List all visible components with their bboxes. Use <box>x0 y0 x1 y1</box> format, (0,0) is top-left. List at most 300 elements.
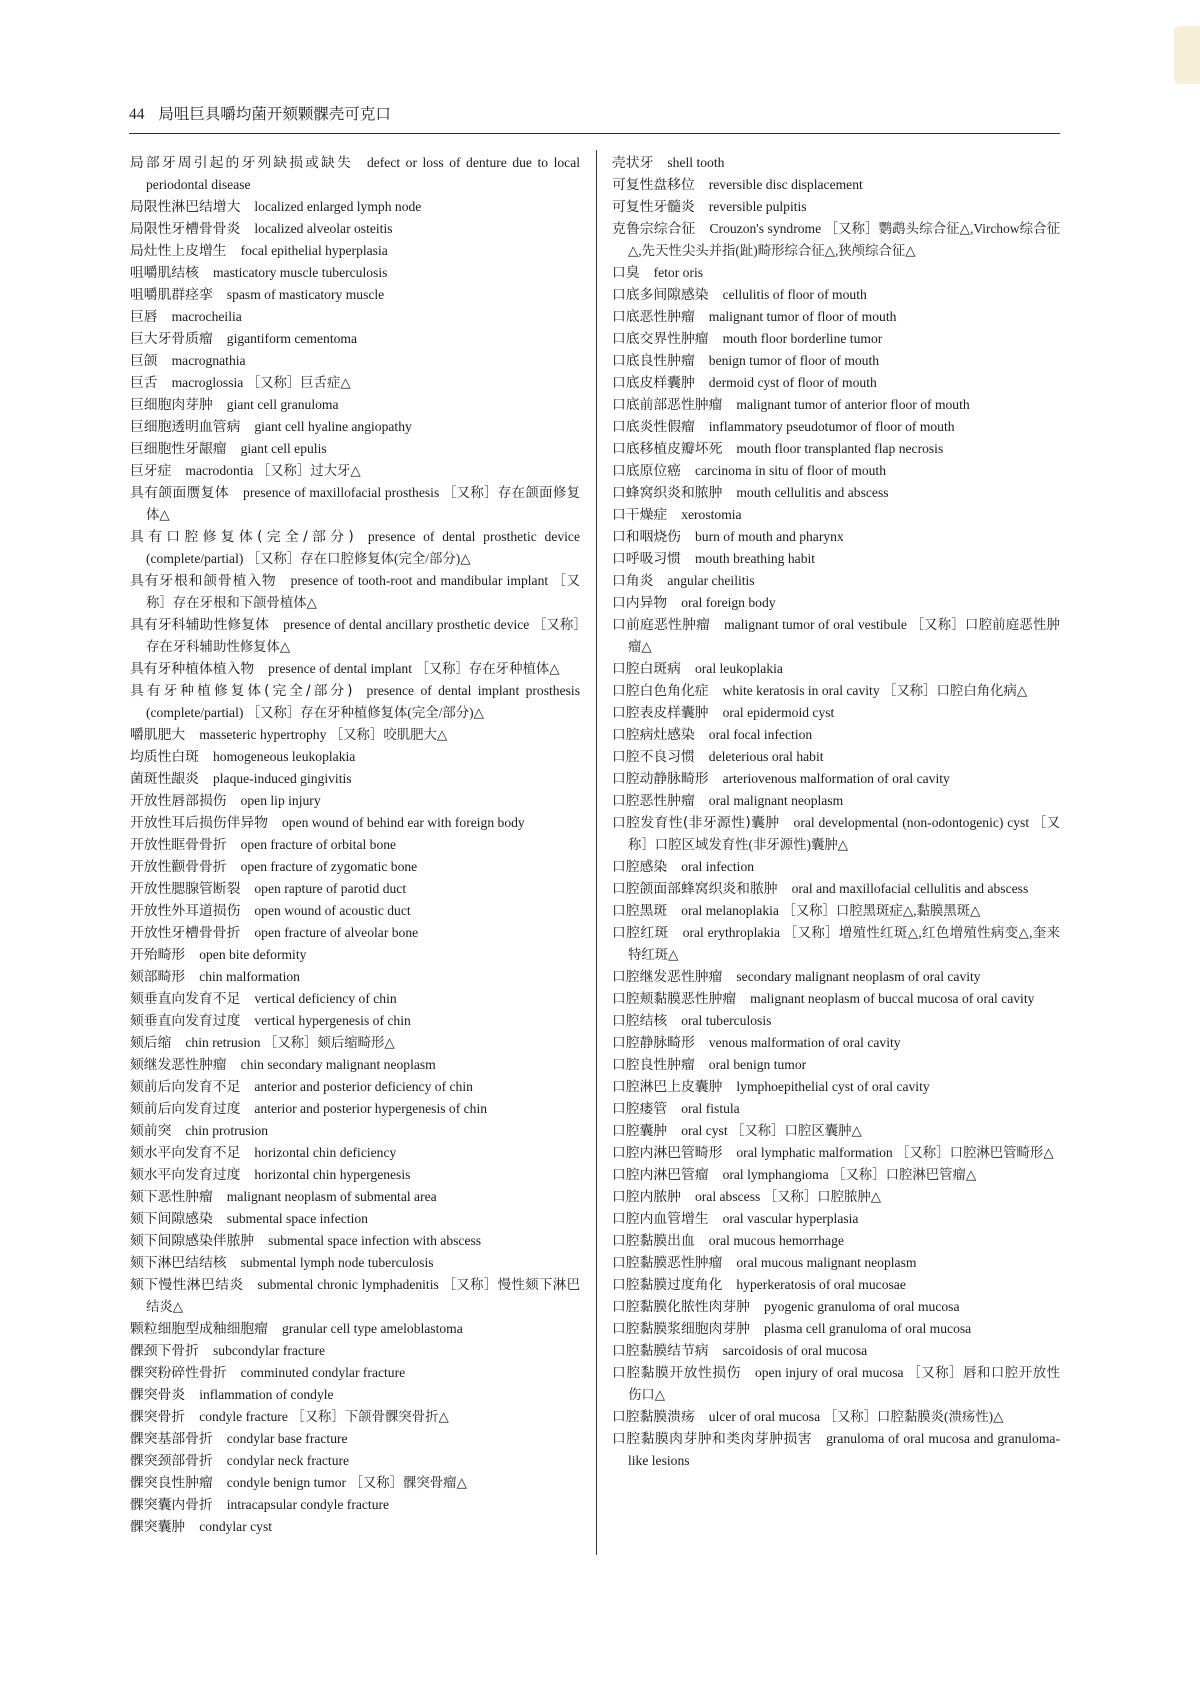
entry-term: 口腔良性肿瘤 <box>612 1057 695 1073</box>
dictionary-entry <box>612 262 1060 284</box>
entry-english: plaque-induced gingivitis <box>212 771 352 786</box>
dictionary-entry <box>612 1318 1060 1340</box>
entry-english: subcondylar fracture <box>212 1343 326 1358</box>
dictionary-entry <box>612 1340 1060 1362</box>
entry-term: 口呼吸习惯 <box>612 551 681 567</box>
entry-english: oral developmental (non-odontogenic) cyst <box>793 815 1030 830</box>
dictionary-entry <box>612 218 1060 262</box>
entry-english: fetor oris <box>653 265 704 280</box>
entry-term: 口腔黏膜浆细胞肉芽肿 <box>612 1321 750 1337</box>
dictionary-entry <box>612 966 1060 988</box>
entry-english: presence of dental ancillary prosthetic device <box>283 617 530 632</box>
entry-term: 可复性牙髓炎 <box>612 199 695 215</box>
entry-english: reversible pulpitis <box>708 199 807 214</box>
entry-term: 开放性颧骨骨折 <box>130 859 227 875</box>
entry-term: 口内异物 <box>612 595 668 611</box>
dictionary-entry <box>612 306 1060 328</box>
entry-english: malignant tumor of oral vestibule <box>724 617 907 632</box>
entry-english: inflammation of condyle <box>199 1387 334 1402</box>
entry-term: 口底交界性肿瘤 <box>612 331 709 347</box>
dictionary-entry <box>130 680 580 724</box>
entry-english: open wound of acoustic duct <box>254 903 411 918</box>
entry-english: oral focal infection <box>708 727 813 742</box>
entry-term: 巨细胞透明血管病 <box>130 419 241 435</box>
entry-term: 颏继发恶性肿瘤 <box>130 1057 227 1073</box>
entry-term: 髁突囊肿 <box>130 1519 186 1535</box>
dictionary-entry <box>612 592 1060 614</box>
dictionary-entry <box>130 328 580 350</box>
entry-term: 克鲁宗综合征 <box>612 221 696 237</box>
entry-english: benign tumor of floor of mouth <box>708 353 880 368</box>
entry-synonym: ［又称］口腔脓肿△ <box>763 1189 882 1204</box>
entry-term: 颏前突 <box>130 1123 172 1139</box>
dictionary-entry <box>130 1274 580 1318</box>
entry-term: 局限性淋巴结增大 <box>130 199 241 215</box>
entry-english: carcinoma in situ of floor of mouth <box>694 463 887 478</box>
dictionary-entry <box>612 746 1060 768</box>
entry-term: 口底前部恶性肿瘤 <box>612 397 723 413</box>
entry-synonym: ［又称］下颌骨髁突骨折△ <box>291 1409 449 1424</box>
entry-term: 颏垂直向发育过度 <box>130 1013 241 1029</box>
entry-term: 具有牙种植修复体(完全/部分) <box>130 683 353 699</box>
dictionary-entry <box>130 1318 580 1340</box>
entry-english: localized alveolar osteitis <box>254 221 393 236</box>
dictionary-entry <box>612 1010 1060 1032</box>
dictionary-entry <box>130 350 580 372</box>
entry-term: 口腔内血管增生 <box>612 1211 709 1227</box>
dictionary-entry <box>130 372 580 394</box>
entry-english: giant cell hyaline angiopathy <box>254 419 412 434</box>
dictionary-entry <box>130 262 580 284</box>
entry-english: comminuted condylar fracture <box>240 1365 406 1380</box>
entry-english: granular cell type ameloblastoma <box>281 1321 463 1336</box>
dictionary-entry <box>130 438 580 460</box>
dictionary-entry <box>130 460 580 482</box>
dictionary-entry <box>130 900 580 922</box>
entry-term: 髁颈下骨折 <box>130 1343 199 1359</box>
dictionary-entry <box>130 988 580 1010</box>
dictionary-entry <box>130 966 580 988</box>
dictionary-entry <box>130 1230 580 1252</box>
entry-synonym: ［又称］巨舌症△ <box>246 375 351 390</box>
entry-synonym: ［又称］增殖性红斑△,红色增殖性病变△,奎来特红斑△ <box>628 925 1060 962</box>
entry-english: cellulitis of floor of mouth <box>722 287 867 302</box>
left-column <box>130 152 580 1538</box>
entry-english: submental chronic lymphadenitis <box>257 1277 439 1292</box>
dictionary-entry <box>130 218 580 240</box>
entry-term: 颏垂直向发育不足 <box>130 991 241 1007</box>
entry-english: masticatory muscle tuberculosis <box>212 265 388 280</box>
entry-english: chin protrusion <box>185 1123 269 1138</box>
dictionary-entry <box>612 152 1060 174</box>
entry-term: 口腔瘘管 <box>612 1101 668 1117</box>
dictionary-entry <box>130 1428 580 1450</box>
entry-term: 口腔黏膜溃疡 <box>612 1409 695 1425</box>
entry-english: burn of mouth and pharynx <box>694 529 844 544</box>
entry-term: 口底移植皮瓣坏死 <box>612 441 723 457</box>
dictionary-entry <box>612 174 1060 196</box>
entry-term: 口腔黏膜恶性肿瘤 <box>612 1255 723 1271</box>
entry-english: giant cell epulis <box>240 441 327 456</box>
entry-synonym: ［又称］存在颌面修复体△ <box>146 485 580 522</box>
entry-term: 口腔表皮样囊肿 <box>612 705 709 721</box>
entry-english: Crouzon's syndrome <box>709 221 822 236</box>
dictionary-entry <box>612 482 1060 504</box>
entry-term: 髁突骨炎 <box>130 1387 186 1403</box>
dictionary-entry <box>130 834 580 856</box>
entry-term: 口腔红斑 <box>612 925 669 941</box>
entry-term: 口底原位癌 <box>612 463 681 479</box>
dictionary-entry <box>612 1428 1060 1472</box>
entry-term: 口腔动静脉畸形 <box>612 771 709 787</box>
dictionary-entry <box>612 284 1060 306</box>
entry-term: 口腔结核 <box>612 1013 668 1029</box>
dictionary-entry <box>130 1406 580 1428</box>
dictionary-entry <box>612 658 1060 680</box>
dictionary-entry <box>612 1120 1060 1142</box>
dictionary-entry <box>612 1032 1060 1054</box>
dictionary-entry <box>612 526 1060 548</box>
entry-english: masseteric hypertrophy <box>199 727 327 742</box>
entry-english: lymphoepithelial cyst of oral cavity <box>736 1079 930 1094</box>
entry-term: 均质性白斑 <box>130 749 199 765</box>
entry-term: 口腔黏膜开放性损伤 <box>612 1365 741 1381</box>
dictionary-entry <box>130 1010 580 1032</box>
entry-english: anterior and posterior hypergenesis of chin <box>254 1101 488 1116</box>
dictionary-entry <box>130 944 580 966</box>
entry-term: 开放性腮腺管断裂 <box>130 881 241 897</box>
dictionary-entry <box>612 812 1060 856</box>
entry-term: 口腔病灶感染 <box>612 727 695 743</box>
dictionary-entry <box>130 570 580 614</box>
dictionary-entry <box>130 812 580 834</box>
entry-term: 口腔黏膜过度角化 <box>612 1277 723 1293</box>
dictionary-entry <box>130 1032 580 1054</box>
dictionary-entry <box>612 900 1060 922</box>
entry-term: 颏下慢性淋巴结炎 <box>130 1277 244 1293</box>
entry-english: secondary malignant neoplasm of oral cavity <box>736 969 981 984</box>
entry-term: 口腔静脉畸形 <box>612 1035 695 1051</box>
entry-term: 口腔黏膜出血 <box>612 1233 695 1249</box>
entry-term: 嚼肌肥大 <box>130 727 186 743</box>
dictionary-entry <box>612 878 1060 900</box>
entry-english: anterior and posterior deficiency of chin <box>254 1079 473 1094</box>
dictionary-entry <box>612 1186 1060 1208</box>
entry-english: spasm of masticatory muscle <box>226 287 385 302</box>
column-divider <box>596 150 597 1555</box>
dictionary-entry <box>612 614 1060 658</box>
entry-term: 髁突良性肿瘤 <box>130 1475 213 1491</box>
entry-english: submental lymph node tuberculosis <box>240 1255 434 1270</box>
entry-term: 具有牙根和颌骨植入物 <box>130 573 277 589</box>
dictionary-entry <box>130 1186 580 1208</box>
entry-term: 巨细胞性牙龈瘤 <box>130 441 227 457</box>
entry-english: chin retrusion <box>185 1035 261 1050</box>
entry-term: 巨大牙骨质瘤 <box>130 331 213 347</box>
entry-synonym: ［又称］口腔前庭恶性肿瘤△ <box>628 617 1061 654</box>
entry-english: oral and maxillofacial cellulitis and abscess <box>791 881 1029 896</box>
entry-english: vertical hypergenesis of chin <box>254 1013 411 1028</box>
entry-term: 口腔黑斑 <box>612 903 668 919</box>
entry-english: oral leukoplakia <box>694 661 783 676</box>
entry-synonym: ［又称］慢性颏下淋巴结炎△ <box>146 1277 580 1314</box>
entry-term: 口腔黏膜肉芽肿和类肉芽肿损害 <box>612 1431 813 1447</box>
dictionary-entry <box>612 394 1060 416</box>
dictionary-entry <box>130 1494 580 1516</box>
dictionary-entry <box>612 504 1060 526</box>
entry-english: intracapsular condyle fracture <box>226 1497 390 1512</box>
entry-term: 口腔发育性(非牙源性)囊肿 <box>612 815 780 831</box>
entry-english: mouth floor transplanted flap necrosis <box>736 441 944 456</box>
entry-synonym: ［又称］唇和口腔开放性伤口△ <box>628 1365 1061 1402</box>
entry-term: 口腔颌面部蜂窝织炎和脓肿 <box>612 881 778 897</box>
entry-term: 巨颌 <box>130 353 158 369</box>
dictionary-entry <box>612 724 1060 746</box>
entry-term: 口腔颊黏膜恶性肿瘤 <box>612 991 737 1007</box>
entry-english: reversible disc displacement <box>708 177 863 192</box>
entry-synonym: ［又称］存在牙种植修复体(完全/部分)△ <box>246 705 484 720</box>
entry-english: oral tuberculosis <box>681 1013 772 1028</box>
dictionary-entry <box>612 1142 1060 1164</box>
entry-english: condyle fracture <box>199 1409 288 1424</box>
entry-english: open fracture of orbital bone <box>240 837 397 852</box>
entry-term: 口底皮样囊肿 <box>612 375 695 391</box>
entry-term: 口腔黏膜结节病 <box>612 1343 709 1359</box>
dictionary-entry <box>130 1142 580 1164</box>
entry-term: 颏水平向发育过度 <box>130 1167 241 1183</box>
entry-english: inflammatory pseudotumor of floor of mouth <box>708 419 955 434</box>
dictionary-entry <box>612 1230 1060 1252</box>
entry-english: gigantiform cementoma <box>226 331 358 346</box>
dictionary-entry <box>130 284 580 306</box>
dictionary-entry <box>612 1098 1060 1120</box>
entry-term: 开放性外耳道损伤 <box>130 903 241 919</box>
page-header <box>129 103 1060 134</box>
dictionary-entry <box>612 790 1060 812</box>
dictionary-entry <box>130 152 580 196</box>
entry-term: 口腔不良习惯 <box>612 749 695 765</box>
dictionary-entry <box>612 856 1060 878</box>
dictionary-entry <box>130 1098 580 1120</box>
entry-term: 口腔继发恶性肿瘤 <box>612 969 723 985</box>
entry-english: presence of dental implant <box>268 661 412 676</box>
dictionary-entry <box>130 306 580 328</box>
dictionary-entry <box>130 240 580 262</box>
dictionary-entry <box>130 1120 580 1142</box>
dictionary-entry <box>130 196 580 218</box>
entry-english: horizontal chin hypergenesis <box>254 1167 411 1182</box>
entry-synonym: ［又称］存在牙根和下颌骨植体△ <box>146 573 581 610</box>
dictionary-entry <box>612 460 1060 482</box>
entry-term: 可复性盘移位 <box>612 177 695 193</box>
entry-english: condylar base fracture <box>226 1431 348 1446</box>
entry-english: localized enlarged lymph node <box>254 199 422 214</box>
entry-synonym: ［又称］口腔淋巴管瘤△ <box>832 1167 977 1182</box>
entry-english: granuloma of oral mucosa and granuloma-like lesions <box>628 1431 1060 1468</box>
entry-english: presence of dental implant prosthesis (complete/partial) <box>146 683 580 720</box>
dictionary-entry <box>612 1164 1060 1186</box>
page-title: 局咀巨具嚼均菌开颏颗髁壳可克口 <box>158 106 391 123</box>
dictionary-entry <box>612 1208 1060 1230</box>
entry-synonym: ［又称］口腔区域发育性(非牙源性)囊肿△ <box>628 815 1061 852</box>
entry-english: oral erythroplakia <box>682 925 781 940</box>
entry-english: oral malignant neoplasm <box>708 793 844 808</box>
entry-english: horizontal chin deficiency <box>254 1145 397 1160</box>
dictionary-entry <box>612 416 1060 438</box>
entry-term: 颏部畸形 <box>130 969 186 985</box>
entry-term: 具有颌面赝复体 <box>130 485 230 501</box>
entry-english: open bite deformity <box>199 947 307 962</box>
entry-english: shell tooth <box>667 155 725 170</box>
dictionary-entry <box>612 438 1060 460</box>
entry-english: oral melanoplakia <box>681 903 779 918</box>
entry-english: deleterious oral habit <box>708 749 824 764</box>
entry-synonym: ［又称］髁突骨瘤△ <box>349 1475 467 1490</box>
dictionary-entry <box>130 614 580 658</box>
entry-english: presence of dental prosthetic device (complete/partial) <box>146 529 580 566</box>
entry-english: open lip injury <box>240 793 321 808</box>
entry-term: 颗粒细胞型成釉细胞瘤 <box>130 1321 268 1337</box>
entry-term: 菌斑性龈炎 <box>130 771 199 787</box>
entry-term: 巨舌 <box>130 375 158 391</box>
entry-english: defect or loss of denture due to local periodontal disease <box>146 155 580 192</box>
entry-term: 具有牙科辅助性修复体 <box>130 617 270 633</box>
dictionary-entry <box>130 1472 580 1494</box>
entry-term: 髁突囊内骨折 <box>130 1497 213 1513</box>
dictionary-entry <box>612 1076 1060 1098</box>
entry-english: arteriovenous malformation of oral cavity <box>722 771 950 786</box>
entry-term: 颏下恶性肿瘤 <box>130 1189 213 1205</box>
entry-english: malignant tumor of floor of mouth <box>708 309 897 324</box>
entry-term: 口腔恶性肿瘤 <box>612 793 695 809</box>
entry-english: macroglossia <box>171 375 244 390</box>
entry-english: mouth floor borderline tumor <box>722 331 883 346</box>
entry-synonym: ［又称］过大牙△ <box>256 463 361 478</box>
corner-tab <box>1174 26 1200 84</box>
entry-english: plasma cell granuloma of oral mucosa <box>763 1321 972 1336</box>
dictionary-entry <box>612 570 1060 592</box>
entry-english: oral lymphatic malformation <box>736 1145 893 1160</box>
dictionary-entry <box>612 922 1060 966</box>
entry-english: presence of maxillofacial prosthesis <box>243 485 440 500</box>
entry-english: malignant neoplasm of buccal mucosa of oral cavity <box>750 991 1035 1006</box>
dictionary-entry <box>612 988 1060 1010</box>
entry-term: 口腔白色角化症 <box>612 683 709 699</box>
entry-term: 开放性唇部损伤 <box>130 793 227 809</box>
entry-term: 口腔囊肿 <box>612 1123 668 1139</box>
entry-english: presence of tooth-root and mandibular implant <box>290 573 549 588</box>
entry-term: 颏下间隙感染伴脓肿 <box>130 1233 255 1249</box>
entry-english: oral mucous hemorrhage <box>708 1233 844 1248</box>
dictionary-entry <box>612 328 1060 350</box>
entry-term: 口臭 <box>612 265 640 281</box>
dictionary-entry <box>612 1252 1060 1274</box>
dictionary-entry <box>130 1164 580 1186</box>
dictionary-entry <box>130 1362 580 1384</box>
entry-term: 口腔感染 <box>612 859 668 875</box>
entry-synonym: ［又称］口腔淋巴管畸形△ <box>896 1145 1054 1160</box>
dictionary-entry <box>130 724 580 746</box>
entry-english: open injury of oral mucosa <box>754 1365 904 1380</box>
entry-english: oral foreign body <box>681 595 776 610</box>
entry-term: 颏后缩 <box>130 1035 172 1051</box>
dictionary-entry <box>130 856 580 878</box>
entry-term: 髁突粉碎性骨折 <box>130 1365 227 1381</box>
entry-english: macrodontia <box>185 463 254 478</box>
entry-term: 髁突基部骨折 <box>130 1431 213 1447</box>
dictionary-entry <box>612 702 1060 724</box>
entry-english: oral abscess <box>694 1189 761 1204</box>
dictionary-entry <box>130 1252 580 1274</box>
entry-term: 口腔内淋巴管瘤 <box>612 1167 709 1183</box>
entry-english: mouth cellulitis and abscess <box>736 485 889 500</box>
dictionary-entry <box>612 350 1060 372</box>
entry-term: 口腔内淋巴管畸形 <box>612 1145 723 1161</box>
dictionary-entry <box>612 372 1060 394</box>
dictionary-entry <box>612 1296 1060 1318</box>
entry-term: 口蜂窝织炎和脓肿 <box>612 485 723 501</box>
entry-english: focal epithelial hyperplasia <box>240 243 388 258</box>
entry-term: 口腔黏膜化脓性肉芽肿 <box>612 1299 750 1315</box>
entry-term: 巨细胞肉芽肿 <box>130 397 213 413</box>
entry-term: 口腔淋巴上皮囊肿 <box>612 1079 723 1095</box>
entry-english: pyogenic granuloma of oral mucosa <box>763 1299 960 1314</box>
entry-english: vertical deficiency of chin <box>254 991 397 1006</box>
entry-english: sarcoidosis of oral mucosa <box>722 1343 868 1358</box>
entry-english: chin malformation <box>199 969 300 984</box>
entry-term: 局灶性上皮增生 <box>130 243 227 259</box>
entry-english: submental space infection <box>226 1211 368 1226</box>
entry-english: oral mucous malignant neoplasm <box>736 1255 917 1270</box>
entry-term: 口腔内脓肿 <box>612 1189 681 1205</box>
entry-english: condylar cyst <box>199 1519 273 1534</box>
entry-english: venous malformation of oral cavity <box>708 1035 901 1050</box>
entry-term: 口和咽烧伤 <box>612 529 681 545</box>
dictionary-entry <box>130 790 580 812</box>
dictionary-entry <box>130 1054 580 1076</box>
dictionary-entry <box>612 1362 1060 1406</box>
entry-term: 咀嚼肌群痉挛 <box>130 287 213 303</box>
dictionary-entry <box>612 196 1060 218</box>
entry-english: homogeneous leukoplakia <box>212 749 356 764</box>
entry-term: 口底多间隙感染 <box>612 287 709 303</box>
entry-synonym: ［又称］颏后缩畸形△ <box>263 1035 395 1050</box>
entry-english: hyperkeratosis of oral mucosae <box>736 1277 906 1292</box>
entry-english: oral infection <box>681 859 755 874</box>
entry-english: open wound of behind ear with foreign body <box>281 815 525 830</box>
entry-synonym: ［又称］口腔区囊肿△ <box>730 1123 862 1138</box>
entry-english: dermoid cyst of floor of mouth <box>708 375 877 390</box>
entry-term: 口底良性肿瘤 <box>612 353 695 369</box>
entry-english: oral vascular hyperplasia <box>722 1211 859 1226</box>
dictionary-entry <box>130 416 580 438</box>
entry-english: macrocheilia <box>171 309 242 324</box>
entry-term: 开放性眶骨骨折 <box>130 837 227 853</box>
entry-synonym: ［又称］存在口腔修复体(完全/部分)△ <box>246 551 471 566</box>
entry-term: 壳状牙 <box>612 155 654 171</box>
dictionary-entry <box>130 1208 580 1230</box>
dictionary-entry <box>130 1076 580 1098</box>
dictionary-entry <box>612 768 1060 790</box>
entry-term: 口角炎 <box>612 573 654 589</box>
entry-english: ulcer of oral mucosa <box>708 1409 821 1424</box>
entry-term: 局限性牙槽骨骨炎 <box>130 221 241 237</box>
dictionary-entry <box>612 1274 1060 1296</box>
dictionary-entry <box>130 1450 580 1472</box>
entry-term: 具有口腔修复体(完全/部分) <box>130 529 354 545</box>
entry-synonym: ［又称］存在牙科辅助性修复体△ <box>146 617 581 654</box>
entry-term: 口底恶性肿瘤 <box>612 309 695 325</box>
